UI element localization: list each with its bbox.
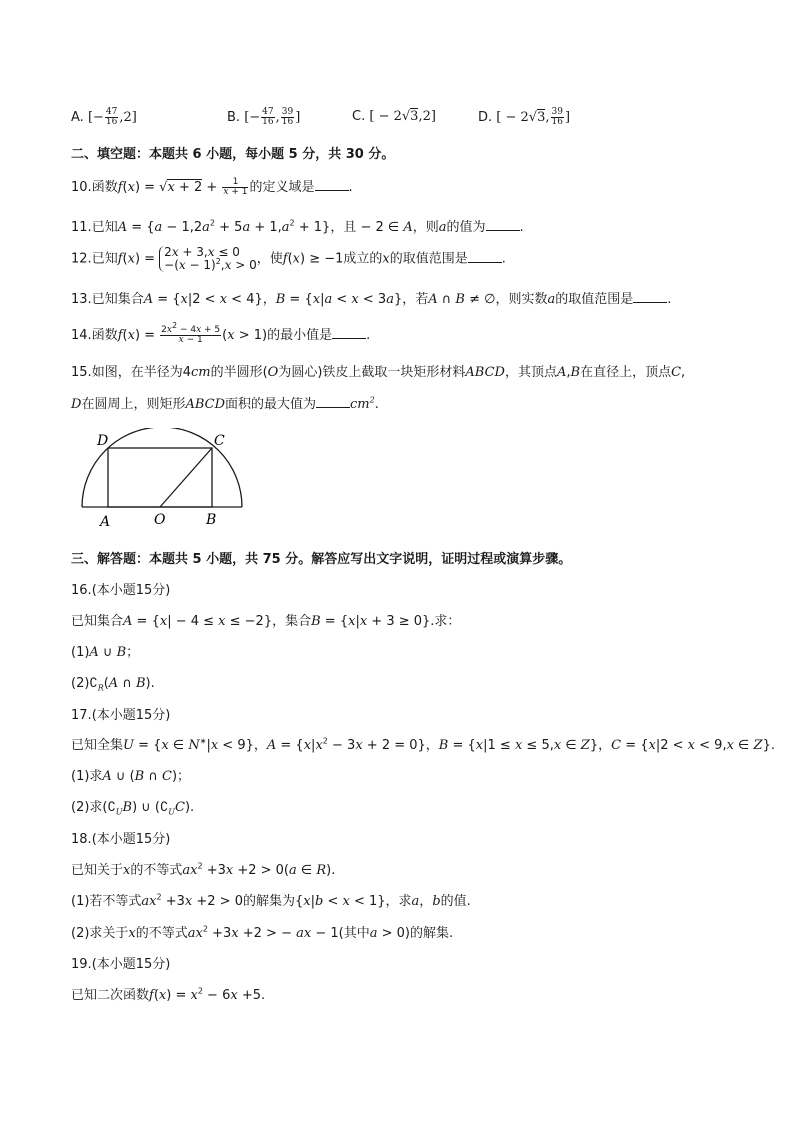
question-12-number: 12. [71,251,92,267]
question-16-score: (本小题15分) [91,583,171,598]
rectangle-abcd [108,448,212,507]
option-d [478,108,570,127]
label-d: D [97,433,109,449]
question-18-part2: (2)求关于x的不等式$ax^2 +3x +2$ > − ax − 1(其中a > 0)的解集. [71,924,454,941]
label-c: C [214,433,225,449]
question-13-number: 13. [71,292,92,307]
question-17-score: (本小题15分) [91,708,171,723]
question-18-stem: 已知关于x的不等式$ax^2 +3x +2 > 0(a$ ∈ R). [71,861,336,878]
question-10-number: 10. [71,180,92,195]
option-c-expr: [ − 2√3,2] [369,109,436,124]
option-a-expr: [− $\frac{47}{16}$ ,2] [87,107,137,127]
section-2-heading: 二、填空题：本题共 6 小题，每小题 5 分，共 30 分。 [71,147,395,162]
question-19-score: (本小题15分) [91,957,171,972]
question-11: 11.已知$A = \{a - 1,2a^2 + 5a + 1,a^2 + 1\}$，且 − 2 ∈ A，则a的值为 . [71,218,524,235]
question-16-header [71,582,170,600]
semicircle-figure [70,428,260,532]
question-18-number: 18. [71,832,92,847]
label-a: A [100,514,111,530]
option-c-label: C. [352,109,366,124]
question-17-stem: 已知全集U = {x ∈ N∗|x < 9}，$A = \{x|x^2 - 3x + 2 = 0\}$，B = {x|1 ≤ x ≤ 5,x ∈ Z}，C = {x|2 < x < 9,x ∈ Z}. [71,736,775,753]
question-18-score: (本小题15分) [91,832,171,847]
question-12: 12.已知f(x) = 2x + 3,x ≤ 0 $-(x - 1)^2,x > 0$ ，使f(x) ≥ −1成立的x的取值范围是 . [71,245,506,272]
option-b [227,108,300,127]
question-15-number: 15. [71,365,92,380]
question-17-number: 17. [71,708,92,723]
question-16-part1: (1)A ∪ B； [71,645,140,660]
question-15-unit: $cm^2$ [350,395,375,412]
label-b: B [206,512,217,528]
question-13: 13.已知集合A = {x|2 < x < 4}，B = {x|a < x < 3a}，若A ∩ B ≠ ∅，则实数a的取值范围是 . [71,292,672,307]
option-d-expr: [ − 2√3, $\frac{39}{16}$ ] [496,107,571,127]
question-19-number: 19. [71,957,92,972]
label-o: O [154,512,166,528]
question-17-part2: (2)求$(∁_UB)$ ∪ $(∁_UC)$. [71,800,195,817]
question-10: 10.函数f(x) = √x + 2 + $\frac{1}{x + 1}$ 的定义域是 . [71,177,353,197]
question-18-part1: (1)若不等式$ax^2 +3x +2 > 0$的解集为{x|b < x < 1}，求a，b的值. [71,892,471,909]
radius-oc [160,448,212,507]
option-a [71,108,137,127]
option-c [352,108,436,126]
option-b-label: B. [227,110,241,125]
question-16-number: 16. [71,583,92,598]
question-15-line1: 15.如图，在半径为4cm的半圆形(O为圆心)铁皮上截取一块矩形材料ABCD，其顶点A,B在直径上，顶点C, [71,365,686,380]
option-a-label: A. [71,110,84,125]
question-14-number: 14. [71,328,92,343]
question-18-header [71,831,170,849]
section-3-heading: 三、解答题：本题共 5 小题，共 75 分。解答应写出文字说明，证明过程或演算步骤。 [71,552,572,567]
question-15-line2: D在圆周上，则矩形ABCD面积的最大值为 $cm^2$. [71,395,379,412]
option-d-label: D. [478,110,493,125]
question-16-part2: $(2)∁_R(A$ ∩ B). [71,676,155,693]
question-17-header [71,707,170,725]
question-19-stem: 已知二次函数$f(x) = x^2 - 6x +5$. [71,986,266,1003]
question-16-stem: 已知集合A = {x| − 4 ≤ x ≤ −2}，集合B = {x|x + 3 ≥ 0}.求： [71,614,461,629]
question-17-part1: (1)求A ∪ (B ∩ C)； [71,769,191,784]
option-b-expr: [− $\frac{47}{16}$ , $\frac{39}{16}$ ] [244,107,301,127]
question-14: 14.函数f(x) = $\frac{2x^2 - 4x + 5}{x - 1}$ (x > 1)的最小值是 . [71,321,371,345]
question-11-number: 11. [71,220,92,235]
question-19-header [71,956,170,974]
